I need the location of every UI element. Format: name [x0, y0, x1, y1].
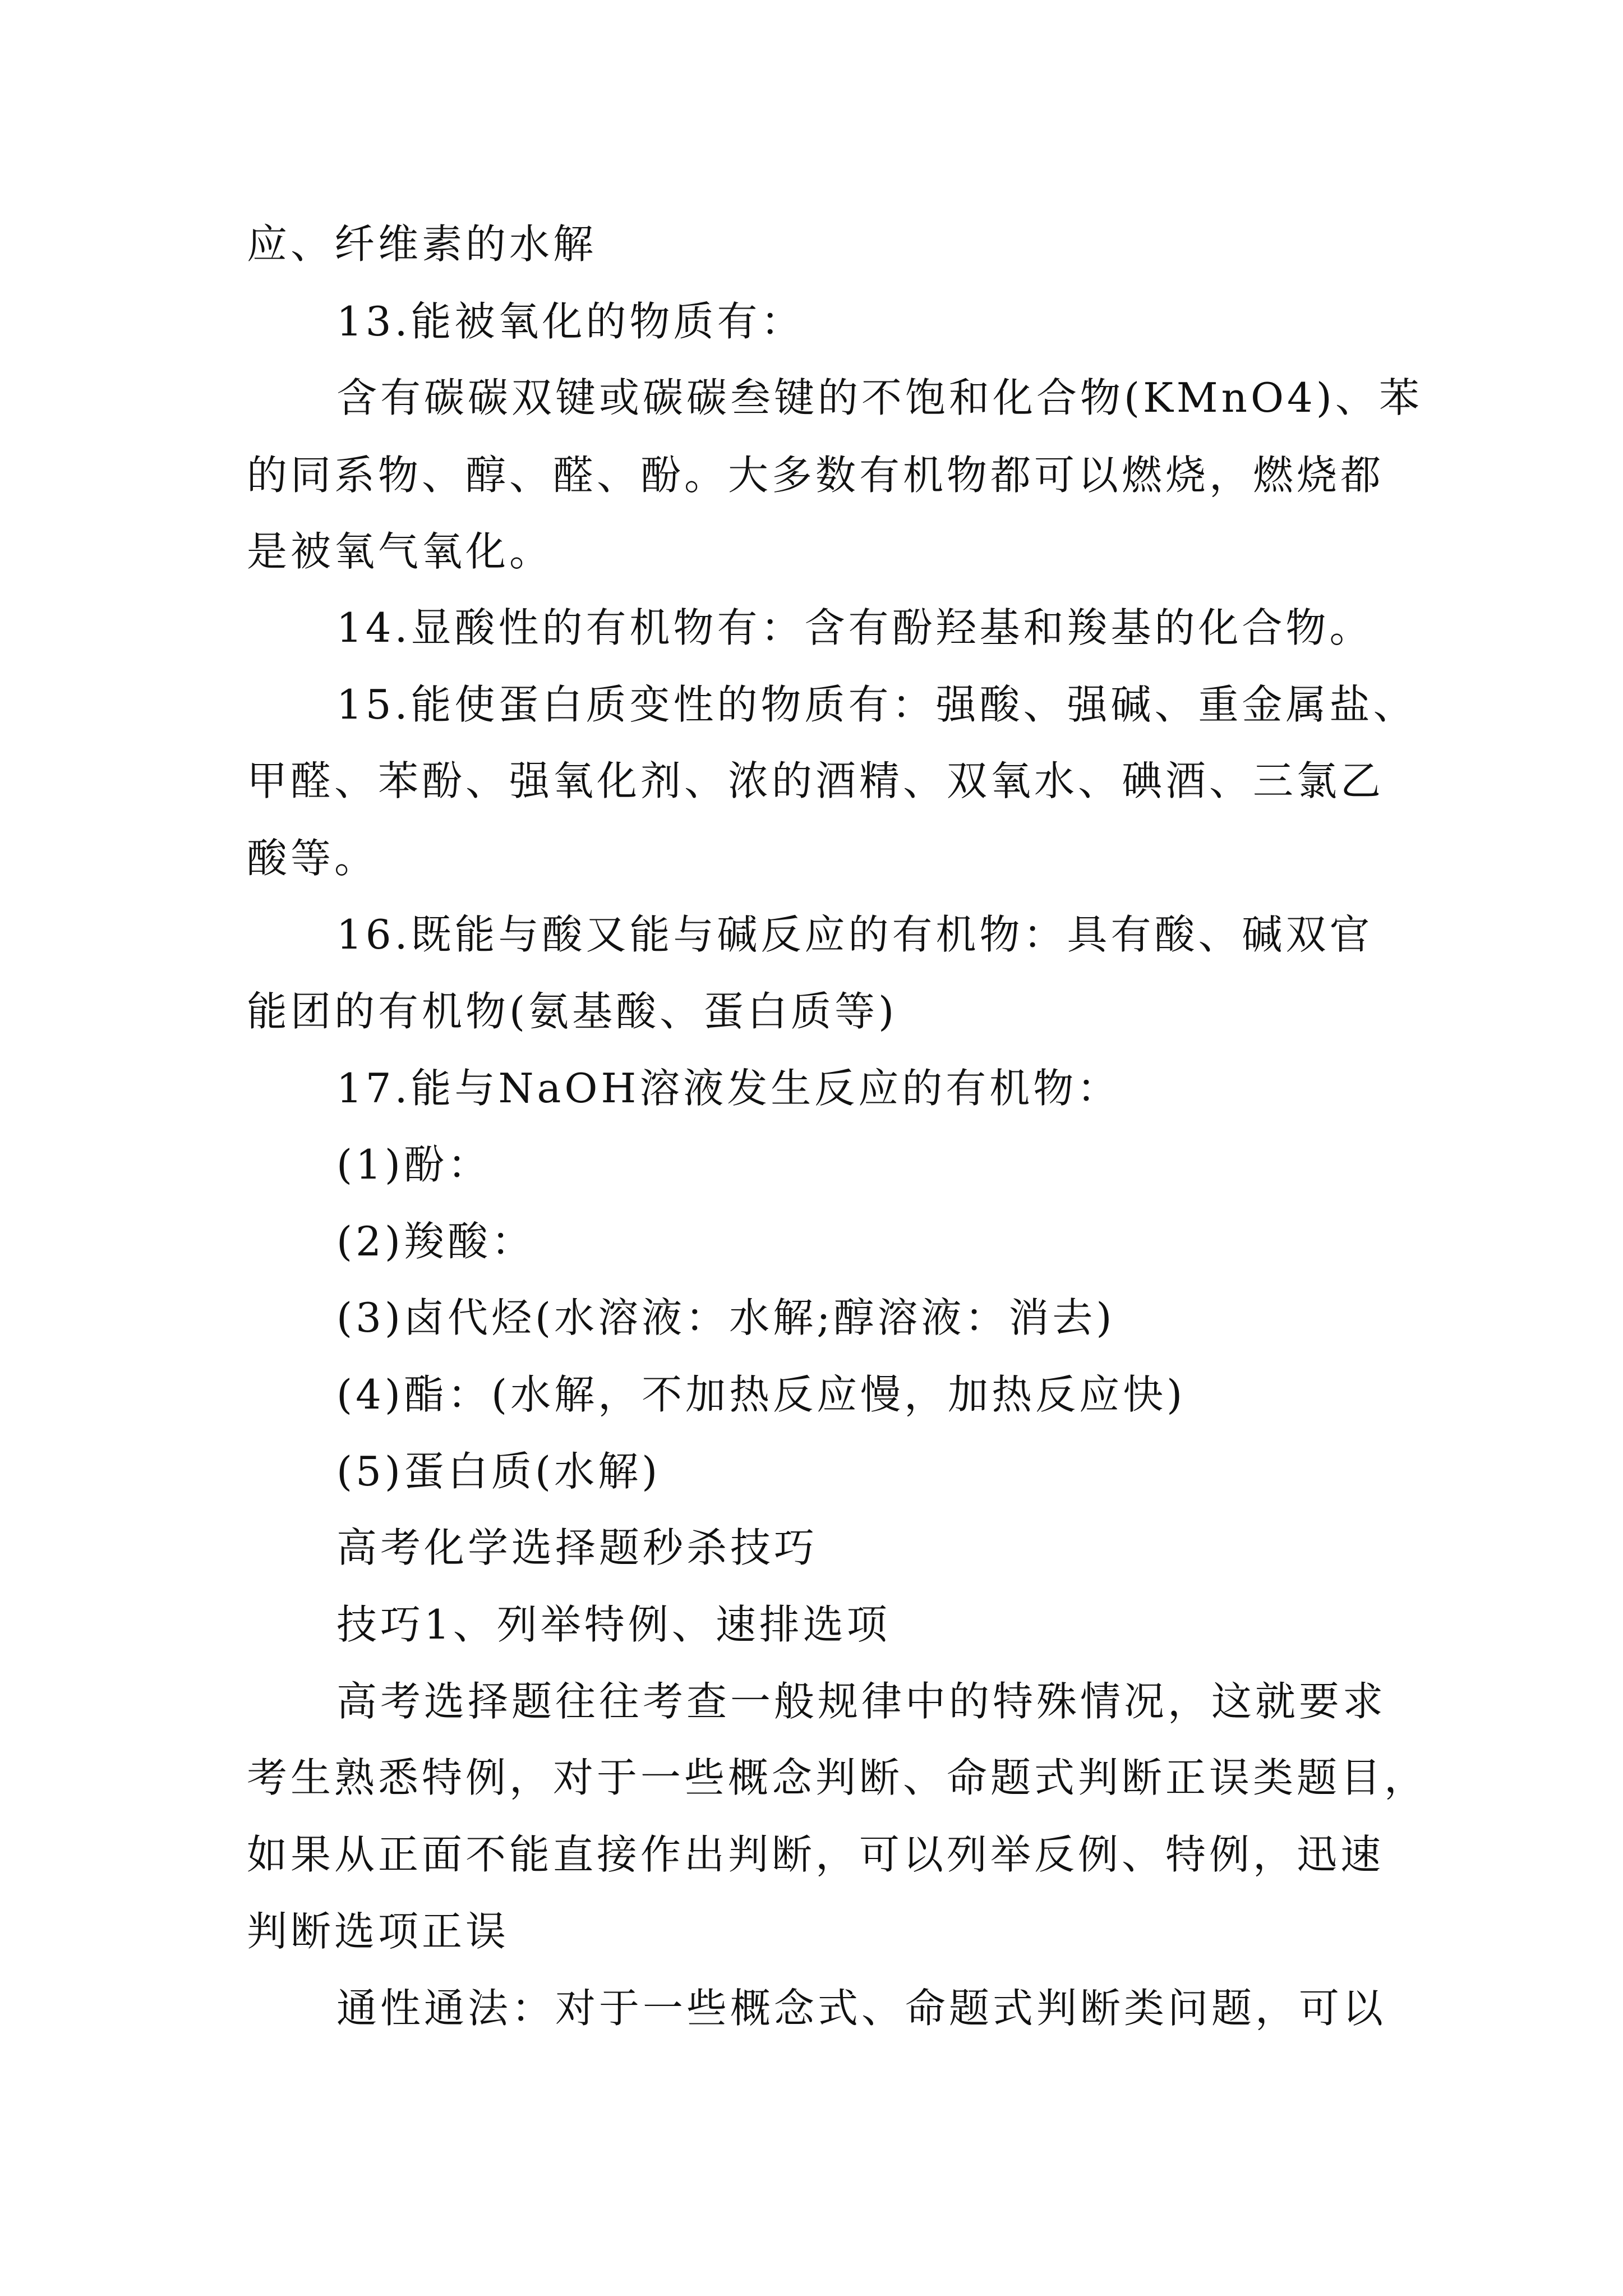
text-line: (4)酯：(水解，不加热反应慢，加热反应快) [336, 1371, 1186, 1418]
text-line: 14.显酸性的有机物有：含有酚羟基和羧基的化合物。 [336, 604, 1373, 651]
text-line: 15.能使蛋白质变性的物质有：强酸、强碱、重金属盐、 [336, 681, 1417, 728]
text-line: 应、纤维素的水解 [247, 220, 597, 268]
text-line: 能团的有机物(氨基酸、蛋白质等) [247, 988, 898, 1035]
text-line: 16.既能与酸又能与碱反应的有机物：具有酸、碱双官 [336, 911, 1373, 958]
subsection-heading: 技巧1、列举特例、速排选项 [336, 1601, 891, 1648]
text-line: 含有碳碳双键或碳碳叁键的不饱和化合物(KMnO4)、苯 [336, 374, 1423, 421]
section-heading: 高考化学选择题秒杀技巧 [336, 1524, 818, 1571]
text-line: (3)卤代烃(水溶液：水解;醇溶液：消去) [336, 1294, 1115, 1341]
text-line: 13.能被氧化的物质有： [336, 298, 805, 345]
text-line: 考生熟悉特例，对于一些概念判断、命题式判断正误类题目， [247, 1754, 1428, 1801]
text-line: 通性通法：对于一些概念式、命题式判断类问题，可以 [336, 1985, 1387, 2032]
text-line: 酸等。 [247, 835, 379, 882]
text-line: 是被氧气氧化。 [247, 528, 554, 575]
text-line: 高考选择题往往考查一般规律中的特殊情况，这就要求 [336, 1678, 1387, 1725]
text-line: 甲醛、苯酚、强氧化剂、浓的酒精、双氧水、碘酒、三氯乙 [247, 757, 1385, 804]
text-line: (5)蛋白质(水解) [336, 1448, 661, 1495]
text-line: 17.能与NaOH溶液发生反应的有机物： [336, 1065, 1121, 1112]
text-line: (1)酚： [336, 1141, 491, 1188]
text-line: 的同系物、醇、醛、酚。大多数有机物都可以燃烧，燃烧都 [247, 452, 1385, 499]
text-line: 判断选项正误 [247, 1908, 510, 1955]
text-line: 如果从正面不能直接作出判断，可以列举反例、特例，迅速 [247, 1831, 1385, 1878]
text-line: (2)羧酸： [336, 1218, 535, 1265]
